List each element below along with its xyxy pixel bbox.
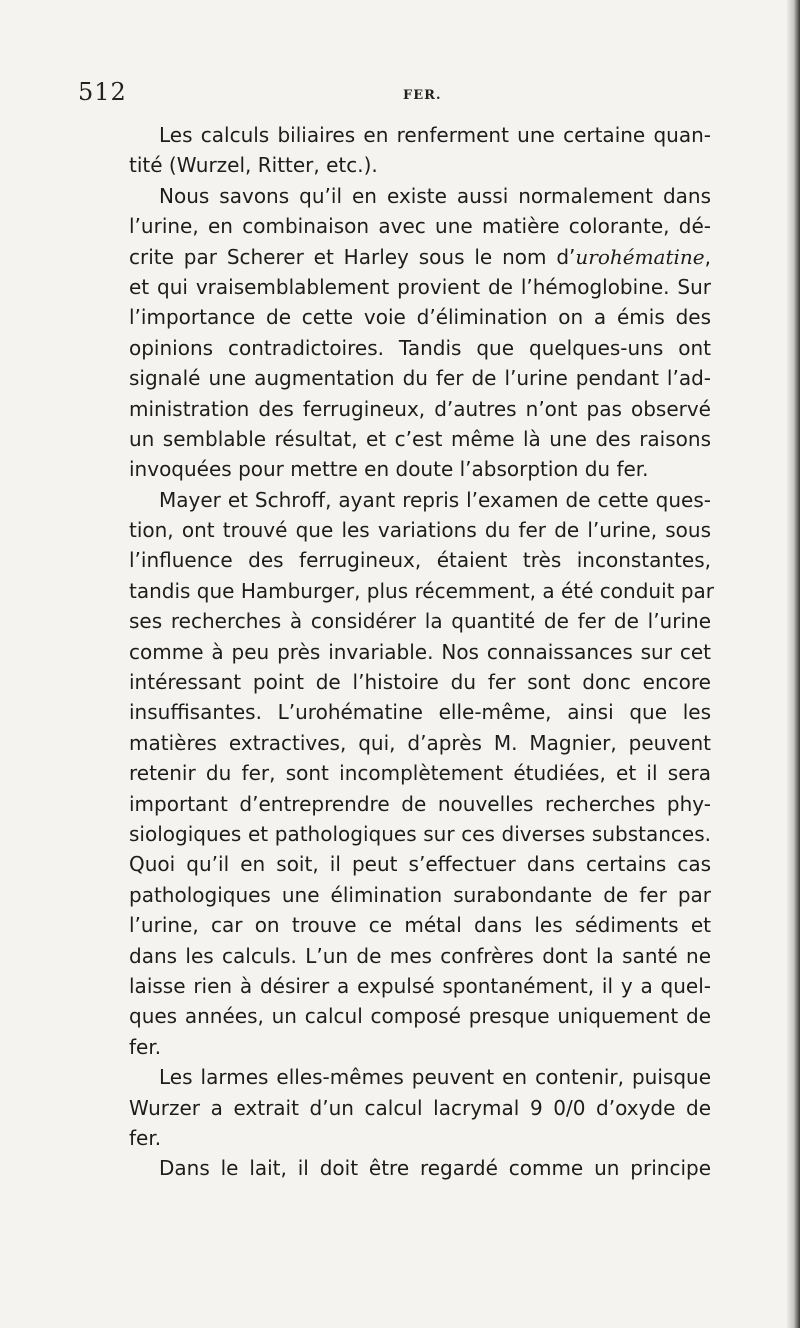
body-text xyxy=(129,120,715,1184)
text-line: ses recherches à considérer la quantité de fer de l’urine xyxy=(129,609,711,634)
italic-term: urohématine xyxy=(575,244,705,269)
text-line: invoquées pour mettre en doute l’absorption du fer. xyxy=(129,457,649,482)
text-line: opinions contradictoires. Tandis que quelques-uns ont xyxy=(129,335,711,360)
text-line: et qui vraisemblablement provient de l’hémoglobine. Sur xyxy=(129,274,711,299)
page-number: 512 xyxy=(78,78,127,106)
text-line: Nous savons qu’il en existe aussi normalement dans xyxy=(159,183,711,208)
text-segment: , xyxy=(704,244,711,269)
text-line: retenir du fer, sont incomplètement étudiées, et il sera xyxy=(129,761,711,786)
text-line: tité (Wurzel, Ritter, etc.). xyxy=(129,153,378,178)
text-line: l’urine, car on trouve ce métal dans les sédiments et xyxy=(129,913,711,938)
text-line xyxy=(129,242,711,272)
text-line: siologiques et pathologiques sur ces diverses substances. xyxy=(129,821,711,846)
page-header xyxy=(78,78,718,114)
text-line: ministration des ferrugineux, d’autres n’ont pas observé xyxy=(129,396,711,421)
text-line: l’influence des ferrugineux, étaient très inconstantes, xyxy=(129,548,711,573)
text-line: un semblable résultat, et c’est même là une des raisons xyxy=(129,426,711,451)
text-line: Dans le lait, il doit être regardé comme un principe xyxy=(159,1156,711,1181)
text-line: fer. xyxy=(129,1034,162,1059)
text-line: Wurzer a extrait d’un calcul lacrymal 9 0/0 d’oxyde de xyxy=(129,1095,711,1120)
text-line: fer. xyxy=(129,1125,162,1150)
running-head: FER. xyxy=(403,88,442,103)
text-line: intéressant point de l’histoire du fer sont donc encore xyxy=(129,670,711,695)
text-line: important d’entreprendre de nouvelles recherches phy- xyxy=(129,791,711,816)
text-line: matières extractives, qui, d’après M. Magnier, peuvent xyxy=(129,730,711,755)
text-line: pathologiques une élimination surabondante de fer par xyxy=(129,882,711,907)
text-line: ques années, un calcul composé presque uniquement de xyxy=(129,1004,711,1029)
text-line: l’urine, en combinaison avec une matière colorante, dé- xyxy=(129,214,711,239)
text-line: l’importance de cette voie d’élimination on a émis des xyxy=(129,305,711,330)
text-line: insuffisantes. L’urohématine elle-même, ainsi que les xyxy=(129,700,711,725)
text-line: Quoi qu’il en soit, il peut s’effectuer dans certains cas xyxy=(129,852,711,877)
page-edge-shadow xyxy=(786,0,800,1328)
text-segment: crite par Scherer et Harley sous le nom d’ xyxy=(129,244,576,269)
text-line: dans les calculs. L’un de mes confrères dont la santé ne xyxy=(129,943,711,968)
text-line: Les calculs biliaires en renferment une certaine quan- xyxy=(159,123,711,147)
text-line: Mayer et Schroff, ayant repris l’examen de cette ques- xyxy=(159,487,711,512)
text-line: tandis que Hamburger, plus récemment, a été conduit par xyxy=(129,578,715,603)
text-line: comme à peu près invariable. Nos connaissances sur cet xyxy=(129,639,711,664)
text-line: Les larmes elles-mêmes peuvent en contenir, puisque xyxy=(159,1065,711,1090)
text-line: tion, ont trouvé que les variations du fer de l’urine, sous xyxy=(129,518,711,543)
text-line: signalé une augmentation du fer de l’urine pendant l’ad- xyxy=(129,366,711,391)
text-line: laisse rien à désirer a expulsé spontanément, il y a quel- xyxy=(129,973,711,998)
